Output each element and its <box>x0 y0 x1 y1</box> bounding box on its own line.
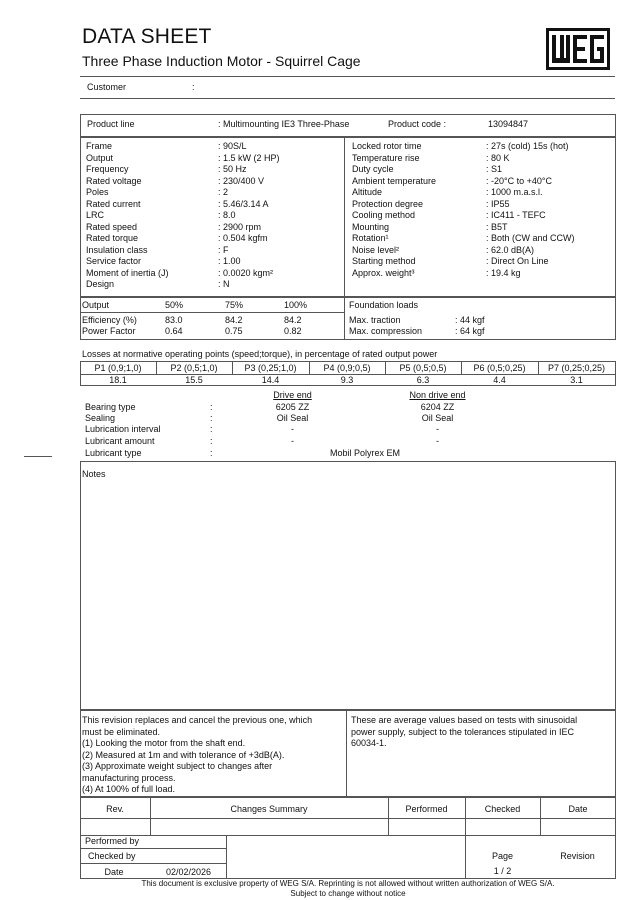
spec-label: Noise level² <box>352 244 400 255</box>
spec-label: Output <box>86 152 114 163</box>
notes-label: Notes <box>82 469 106 479</box>
customer-bottom-line <box>80 98 615 99</box>
spec-value: : N <box>218 279 230 289</box>
specs-left-values <box>218 141 280 291</box>
product-line-label: Product line <box>87 119 135 129</box>
lubrication-interval-de: - <box>291 424 294 434</box>
efficiency-50: 83.0 <box>165 315 183 325</box>
page-subtitle: Three Phase Induction Motor - Squirrel Cage <box>82 53 361 69</box>
weg-logo <box>546 28 610 70</box>
footnote-line: manufacturing process. <box>82 772 176 783</box>
spec-value: : 19.4 kg <box>486 267 521 278</box>
footnote-line: power supply, subject to the tolerances stipulated in IEC <box>351 726 574 737</box>
load-header-75: 75% <box>225 300 244 310</box>
spec-value: : 50 Hz <box>218 164 247 174</box>
loss-point-p1: P1 (0,9;1,0) <box>94 363 142 373</box>
spec-value: : 5.46/3.14 A <box>218 198 269 209</box>
footnotes-left <box>82 715 312 796</box>
loss-value-p6: 4.4 <box>493 375 506 385</box>
spec-value: : -20°C to +40°C <box>486 175 552 186</box>
loss-value-p4: 9.3 <box>340 375 354 385</box>
loss-point-p6: P6 (0,5;0,25) <box>473 363 526 373</box>
load-header-line <box>80 312 344 313</box>
sealing-de: Oil Seal <box>276 413 309 423</box>
spec-value: : 80 K <box>486 152 510 163</box>
power-factor-75: 0.75 <box>225 326 243 336</box>
bearing-type-nde: 6204 ZZ <box>420 402 455 412</box>
spec-value: : Direct On Line <box>486 256 549 266</box>
bearing-type-de: 6205 ZZ <box>275 402 310 412</box>
spec-label: Altitude <box>352 187 383 197</box>
efficiency-label: Efficiency (%) <box>82 315 137 325</box>
spec-label: Moment of inertia (J) <box>86 267 169 278</box>
load-box <box>80 297 616 340</box>
footer-line-2: Subject to change without notice <box>290 889 406 898</box>
spec-label: Starting method <box>352 256 416 266</box>
page-label: Page <box>491 851 514 861</box>
revision-col-divider <box>540 797 541 835</box>
power-factor-50: 0.64 <box>165 326 183 336</box>
spec-label: Insulation class <box>86 244 148 255</box>
load-header-100: 100% <box>284 300 308 310</box>
footnotes-divider <box>346 710 347 797</box>
spec-value: : 27s (cold) 15s (hot) <box>486 141 569 151</box>
spec-label: Protection degree <box>352 198 424 209</box>
spec-value: : 90S/L <box>218 141 247 151</box>
spec-label: Rated speed <box>86 221 138 232</box>
page-value: 1 / 2 <box>493 866 512 876</box>
lubricant-type-label: Lubricant type <box>85 448 142 458</box>
spec-value: : 1000 m.a.s.l. <box>486 187 543 197</box>
footnote-line: 60034-1. <box>351 738 387 748</box>
spec-value: : S1 <box>486 164 503 174</box>
spec-value: : 62.0 dB(A) <box>486 244 535 255</box>
footnote-line: (3) Approximate weight subject to changes after <box>82 761 273 771</box>
power-factor-100: 0.82 <box>284 326 302 336</box>
date-label: Date <box>104 867 124 877</box>
revision-col-divider <box>226 835 227 879</box>
bearing-colon: : <box>210 436 213 446</box>
drive-end-header: Drive end <box>273 390 312 400</box>
foundation-title: Foundation loads <box>349 300 419 310</box>
product-line-value: : Multimounting IE3 Three-Phase <box>218 119 350 129</box>
loss-point-p7: P7 (0,25;0,25) <box>547 363 606 373</box>
checked-header: Checked <box>484 804 521 814</box>
customer-label: Customer <box>87 82 127 92</box>
spec-label: Poles <box>86 187 109 197</box>
traction-value: : 44 kgf <box>455 315 485 325</box>
date-header: Date <box>568 804 588 814</box>
loss-value-p1: 18.1 <box>109 375 127 385</box>
lubrication-interval-nde: - <box>436 424 439 434</box>
spec-label: Duty cycle <box>352 164 394 174</box>
sealing-nde: Oil Seal <box>421 413 454 423</box>
revision-label: Revision <box>560 851 595 861</box>
spec-value: : IP55 <box>486 198 510 209</box>
specs-right-values <box>486 141 575 279</box>
spec-value: : F <box>218 244 229 255</box>
spec-value: : 1.5 kW (2 HP) <box>218 152 280 163</box>
lubrication-interval-label: Lubrication interval <box>85 424 161 434</box>
spec-label: Cooling method <box>352 210 416 220</box>
spec-label: Rotation¹ <box>352 233 389 243</box>
load-divider <box>344 297 345 340</box>
spec-value: : 2900 rpm <box>218 221 262 232</box>
loss-value-p2: 15.5 <box>185 375 203 385</box>
specs-right-labels <box>352 141 436 279</box>
compression-value: : 64 kgf <box>455 326 485 336</box>
spec-label: Mounting <box>352 221 390 232</box>
traction-label: Max. traction <box>349 315 401 325</box>
spec-label: Frequency <box>86 164 129 174</box>
loss-point-p3: P3 (0,25;1,0) <box>244 363 297 373</box>
loss-point-p4: P4 (0,9;0,5) <box>323 363 371 373</box>
spec-label: Frame <box>86 141 113 151</box>
footnote-line: (2) Measured at 1m and with tolerance of +3dB(A). <box>82 749 285 760</box>
spec-label: LRC <box>86 210 105 220</box>
bearing-colon: : <box>210 402 213 412</box>
product-code-value: 13094847 <box>488 119 529 129</box>
changes-summary-header: Changes Summary <box>230 804 308 814</box>
footnote-line: These are average values based on tests with sinusoidal <box>351 715 578 725</box>
rev-header: Rev. <box>106 804 124 814</box>
notes-box <box>80 461 616 710</box>
performed-by-label: Performed by <box>85 836 140 846</box>
spec-label: Locked rotor time <box>352 141 422 151</box>
lubricant-amount-de: - <box>291 436 294 446</box>
product-code-label: Product code : <box>388 119 447 129</box>
spec-value: : 1.00 <box>218 256 241 266</box>
spec-label: Rated torque <box>86 233 139 243</box>
spec-value: : 0.0020 kgm² <box>218 267 274 278</box>
footer-line-1: This document is exclusive property of WEG S/A. Reprinting is not allowed without written authorization of WEG S/A. <box>141 879 555 888</box>
spec-value: : 0.504 kgfm <box>218 233 268 243</box>
losses-top-line <box>80 361 616 362</box>
bearing-colon: : <box>210 448 213 458</box>
revision-col-divider <box>388 797 389 835</box>
footnote-line: (4) At 100% of full load. <box>82 784 176 794</box>
bearing-colon: : <box>210 413 213 423</box>
spec-value: : Both (CW and CCW) <box>486 233 575 243</box>
revision-row-line <box>80 848 226 849</box>
spec-value: : 230/400 V <box>218 175 265 186</box>
spec-label: Service factor <box>86 256 142 266</box>
load-header-output: Output <box>82 300 110 310</box>
power-factor-label: Power Factor <box>82 326 136 336</box>
spec-value: : 2 <box>218 187 229 197</box>
loss-value-p3: 14.4 <box>261 375 280 385</box>
spec-label: Rated current <box>86 198 141 209</box>
revision-row-line <box>80 863 226 864</box>
performed-header: Performed <box>405 804 448 814</box>
footnote-line: This revision replaces and cancel the previous one, which <box>82 715 313 725</box>
spec-value: : IC411 - TEFC <box>486 210 546 220</box>
spec-label: Ambient temperature <box>352 175 437 186</box>
lubricant-amount-nde: - <box>436 436 439 446</box>
specs-left-labels <box>86 141 169 291</box>
revision-row-line <box>80 835 616 836</box>
spec-label: Approx. weight³ <box>352 267 415 278</box>
loss-value-p5: 6.3 <box>416 375 430 385</box>
efficiency-100: 84.2 <box>284 315 302 325</box>
margin-tick <box>24 456 52 457</box>
bearing-type-label: Bearing type <box>85 402 136 412</box>
loss-value-p7: 3.1 <box>570 375 583 385</box>
spec-value: : 8.0 <box>218 210 236 220</box>
customer-colon: : <box>192 82 195 92</box>
lubricant-amount-label: Lubricant amount <box>85 436 155 446</box>
efficiency-75: 84.2 <box>225 315 243 325</box>
losses-col-divider <box>615 361 616 385</box>
spec-value: : B5T <box>486 221 508 232</box>
footnote-line: (1) Looking the motor from the shaft end. <box>82 738 246 748</box>
checked-by-label: Checked by <box>88 851 136 861</box>
customer-divider <box>80 76 615 77</box>
page-title: DATA SHEET <box>82 25 212 48</box>
date-value: 02/02/2026 <box>166 867 212 877</box>
revision-header-line <box>80 818 616 819</box>
bearing-colon: : <box>210 424 213 434</box>
load-header-50: 50% <box>165 300 184 310</box>
loss-point-p2: P2 (0,5;1,0) <box>170 363 218 373</box>
compression-label: Max. compression <box>349 326 423 336</box>
spec-label: Design <box>86 279 115 289</box>
specs-divider <box>344 137 345 297</box>
spec-label: Rated voltage <box>86 175 142 186</box>
footnotes-right <box>351 715 577 750</box>
revision-col-divider <box>150 797 151 835</box>
spec-label: Temperature rise <box>352 152 420 163</box>
loss-point-p5: P5 (0,5;0,5) <box>399 363 447 373</box>
sealing-label: Sealing <box>85 413 116 423</box>
lubricant-type-value: Mobil Polyrex EM <box>329 448 401 458</box>
non-drive-end-header: Non drive end <box>409 390 466 400</box>
footnote-line: must be eliminated. <box>82 726 161 737</box>
losses-title: Losses at normative operating points (speed;torque), in percentage of rated output power <box>82 349 438 359</box>
